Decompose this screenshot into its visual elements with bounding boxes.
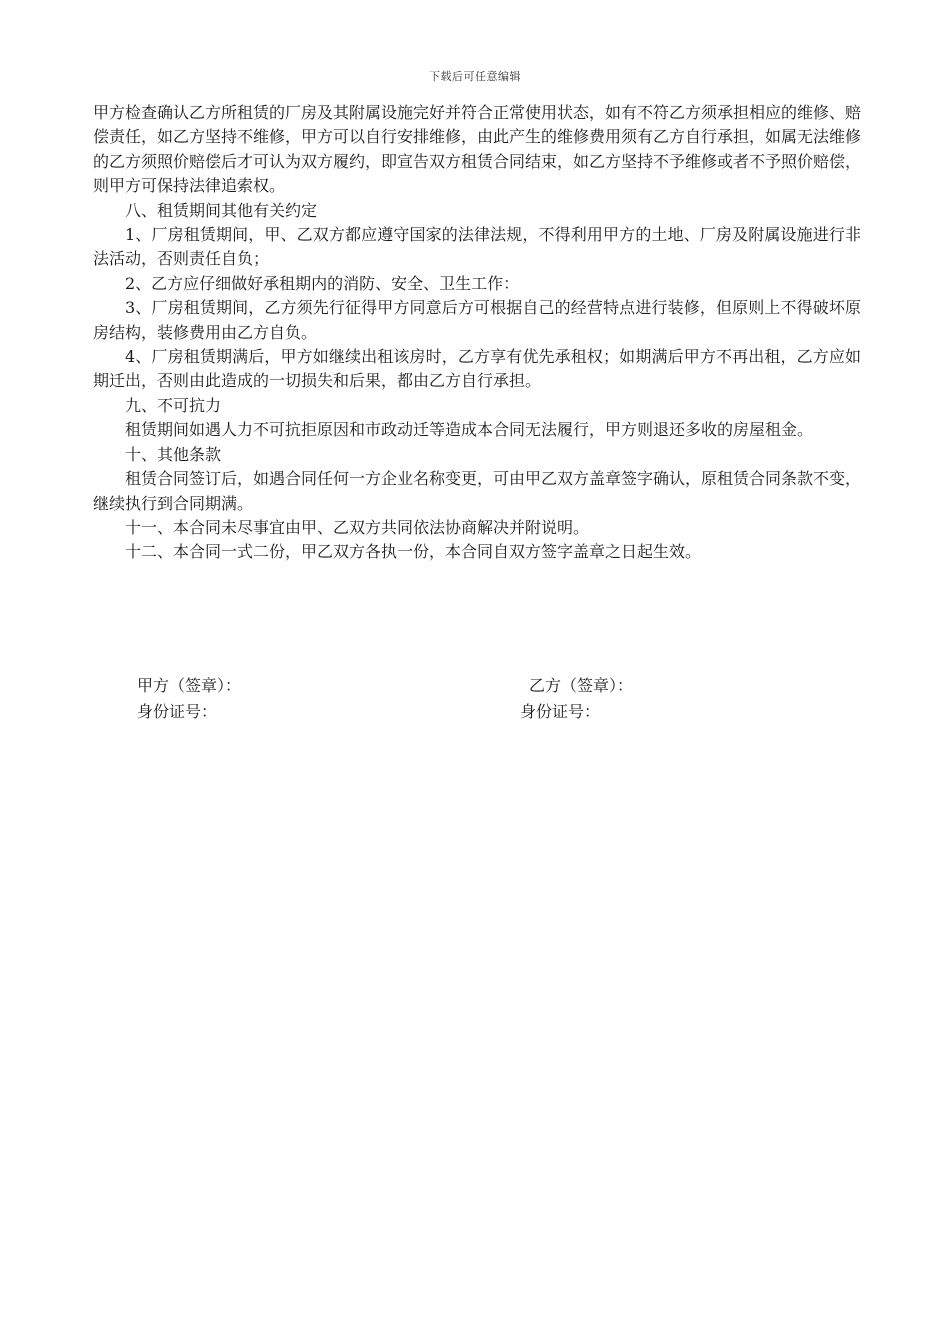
contract-body: [93, 101, 861, 565]
clause-9: 租赁期间如遇人力不可抗拒原因和市政动迁等造成本合同无法履行，甲方则退还多收的房屋租金。: [125, 420, 814, 440]
clause-10: 租赁合同签订后，如遇合同任何一方企业名称变更，可由甲乙双方盖章签字确认，原租赁合同条款不变，继续执行到合同期满。: [93, 469, 862, 513]
party-b-seal-label: 乙方（签章）：: [529, 676, 634, 695]
clause-8-2: 2、乙方应仔细做好承租期内的消防、安全、卫生工作：: [125, 273, 520, 293]
party-a-seal-label: 甲方（签章）：: [137, 676, 242, 695]
paragraph-maintenance: 甲方检查确认乙方所租赁的厂房及其附属设施完好并符合正常使用状态，如有不符乙方须承担相应的维修、赔偿责任，如乙方坚持不维修，甲方可以自行安排维修，由此产生的维修费用须有乙方自行承担，如属无法维修的乙方须照价赔偿后才可认为双方履约，即宣告双方租赁合同结束，如乙方坚持不予维修或者不予照价赔偿，则甲方可保持法律追索权。: [93, 103, 862, 196]
section-heading-10: 十、其他条款: [125, 444, 222, 464]
clause-8-3: 3、厂房租赁期间，乙方须先行征得甲方同意后方可根据自己的经营特点进行装修，但原则上不得破坏原房结构，装修费用由乙方自负。: [93, 298, 861, 342]
section-heading-9: 九、不可抗力: [125, 395, 222, 415]
party-a-id-label: 身份证号：: [137, 702, 218, 721]
party-b-id-label: 身份证号：: [520, 702, 601, 721]
clause-11: 十一、本合同未尽事宜由甲、乙双方共同依法协商解决并附说明。: [125, 517, 590, 537]
page-header: 下载后可任意编辑: [429, 70, 521, 83]
clause-8-4: 4、厂房租赁期满后，甲方如继续出租该房时，乙方享有优先承租权；如期满后甲方不再出租，乙方应如期迁出，否则由此造成的一切损失和后果，都由乙方自行承担。: [93, 347, 861, 391]
section-heading-8: 八、租赁期间其他有关约定: [125, 200, 318, 220]
clause-8-1: 1、厂房租赁期间，甲、乙双方都应遵守国家的法律法规，不得利用甲方的土地、厂房及附属设施进行非法活动，否则责任自负；: [93, 225, 861, 269]
clause-12: 十二、本合同一式二份，甲乙双方各执一份，本合同自双方签字盖章之日起生效。: [125, 542, 702, 562]
